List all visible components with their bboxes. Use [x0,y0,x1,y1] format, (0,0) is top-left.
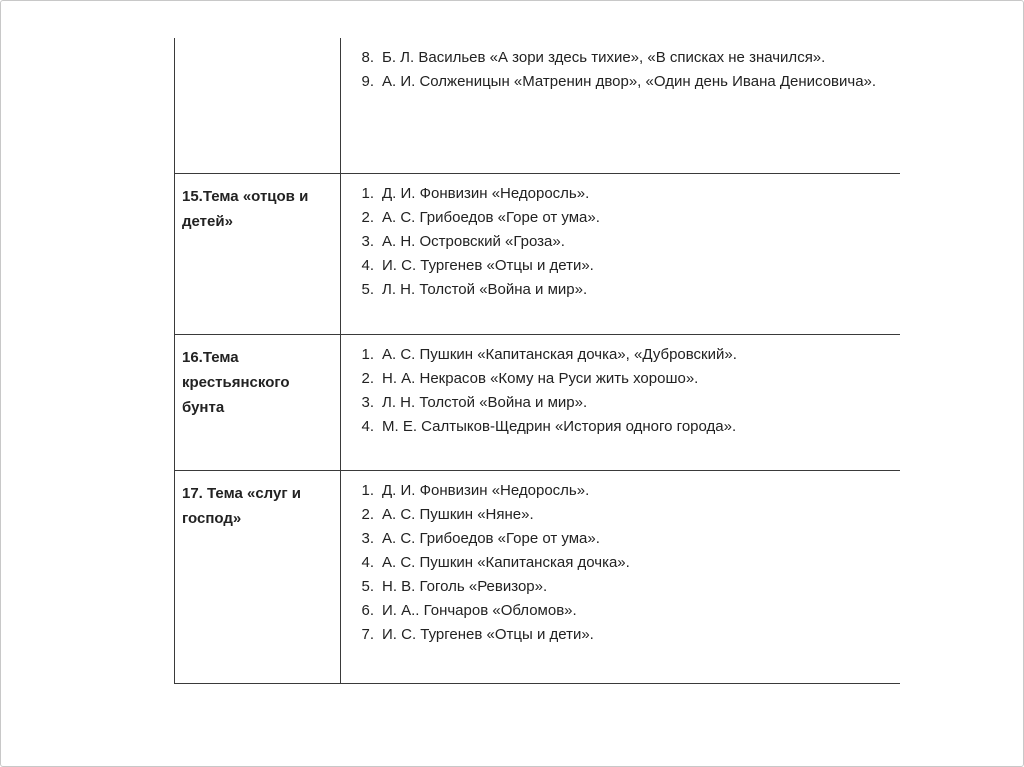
table-row-topic-17 [174,471,900,683]
list-item: 2. Н. А. Некрасов «Кому на Руси жить хорошо». [361,370,699,387]
works-list [354,46,892,94]
list-item: 1. А. С. Пушкин «Капитанская дочка», «Дубровский». [361,346,737,363]
list-item: 1. Д. И. Фонвизин «Недоросль». [361,185,590,202]
literature-topics-table [174,38,900,684]
works-list [354,343,892,439]
list-item: 3. Л. Н. Толстой «Война и мир». [361,394,588,411]
list-item: 3. А. С. Грибоедов «Горе от ума». [361,530,600,547]
list-item: 9. А. И. Солженицын «Матренин двор», «Один день Ивана Денисовича». [361,73,877,90]
topic-title: 16.Тема крестьянского бунта [182,349,290,416]
topic-title: 15.Тема «отцов и детей» [182,188,309,230]
table-bottom-border [174,683,900,684]
table-row-continuation [174,38,900,173]
list-item: 5. Л. Н. Толстой «Война и мир». [361,281,588,298]
list-item: 3. А. Н. Островский «Гроза». [361,233,565,250]
list-item: 2. А. С. Грибоедов «Горе от ума». [361,209,600,226]
list-item: 4. М. Е. Салтыков-Щедрин «История одного города». [361,418,737,435]
list-item: 4. А. С. Пушкин «Капитанская дочка». [361,554,630,571]
topic-title: 17. Тема «слуг и господ» [182,485,301,527]
works-list [354,182,892,302]
list-item: 8. Б. Л. Васильев «А зори здесь тихие», «В списках не значился». [361,49,826,66]
list-item: 6. И. А.. Гончаров «Обломов». [361,602,577,619]
list-item: 5. Н. В. Гоголь «Ревизор». [361,578,548,595]
works-list [354,479,892,647]
list-item: 1. Д. И. Фонвизин «Недоросль». [361,482,590,499]
table-row-topic-16 [174,335,900,470]
list-item: 2. А. С. Пушкин «Няне». [361,506,534,523]
list-item: 7. И. С. Тургенев «Отцы и дети». [361,626,594,643]
list-item: 4. И. С. Тургенев «Отцы и дети». [361,257,594,274]
table-row-topic-15 [174,174,900,334]
